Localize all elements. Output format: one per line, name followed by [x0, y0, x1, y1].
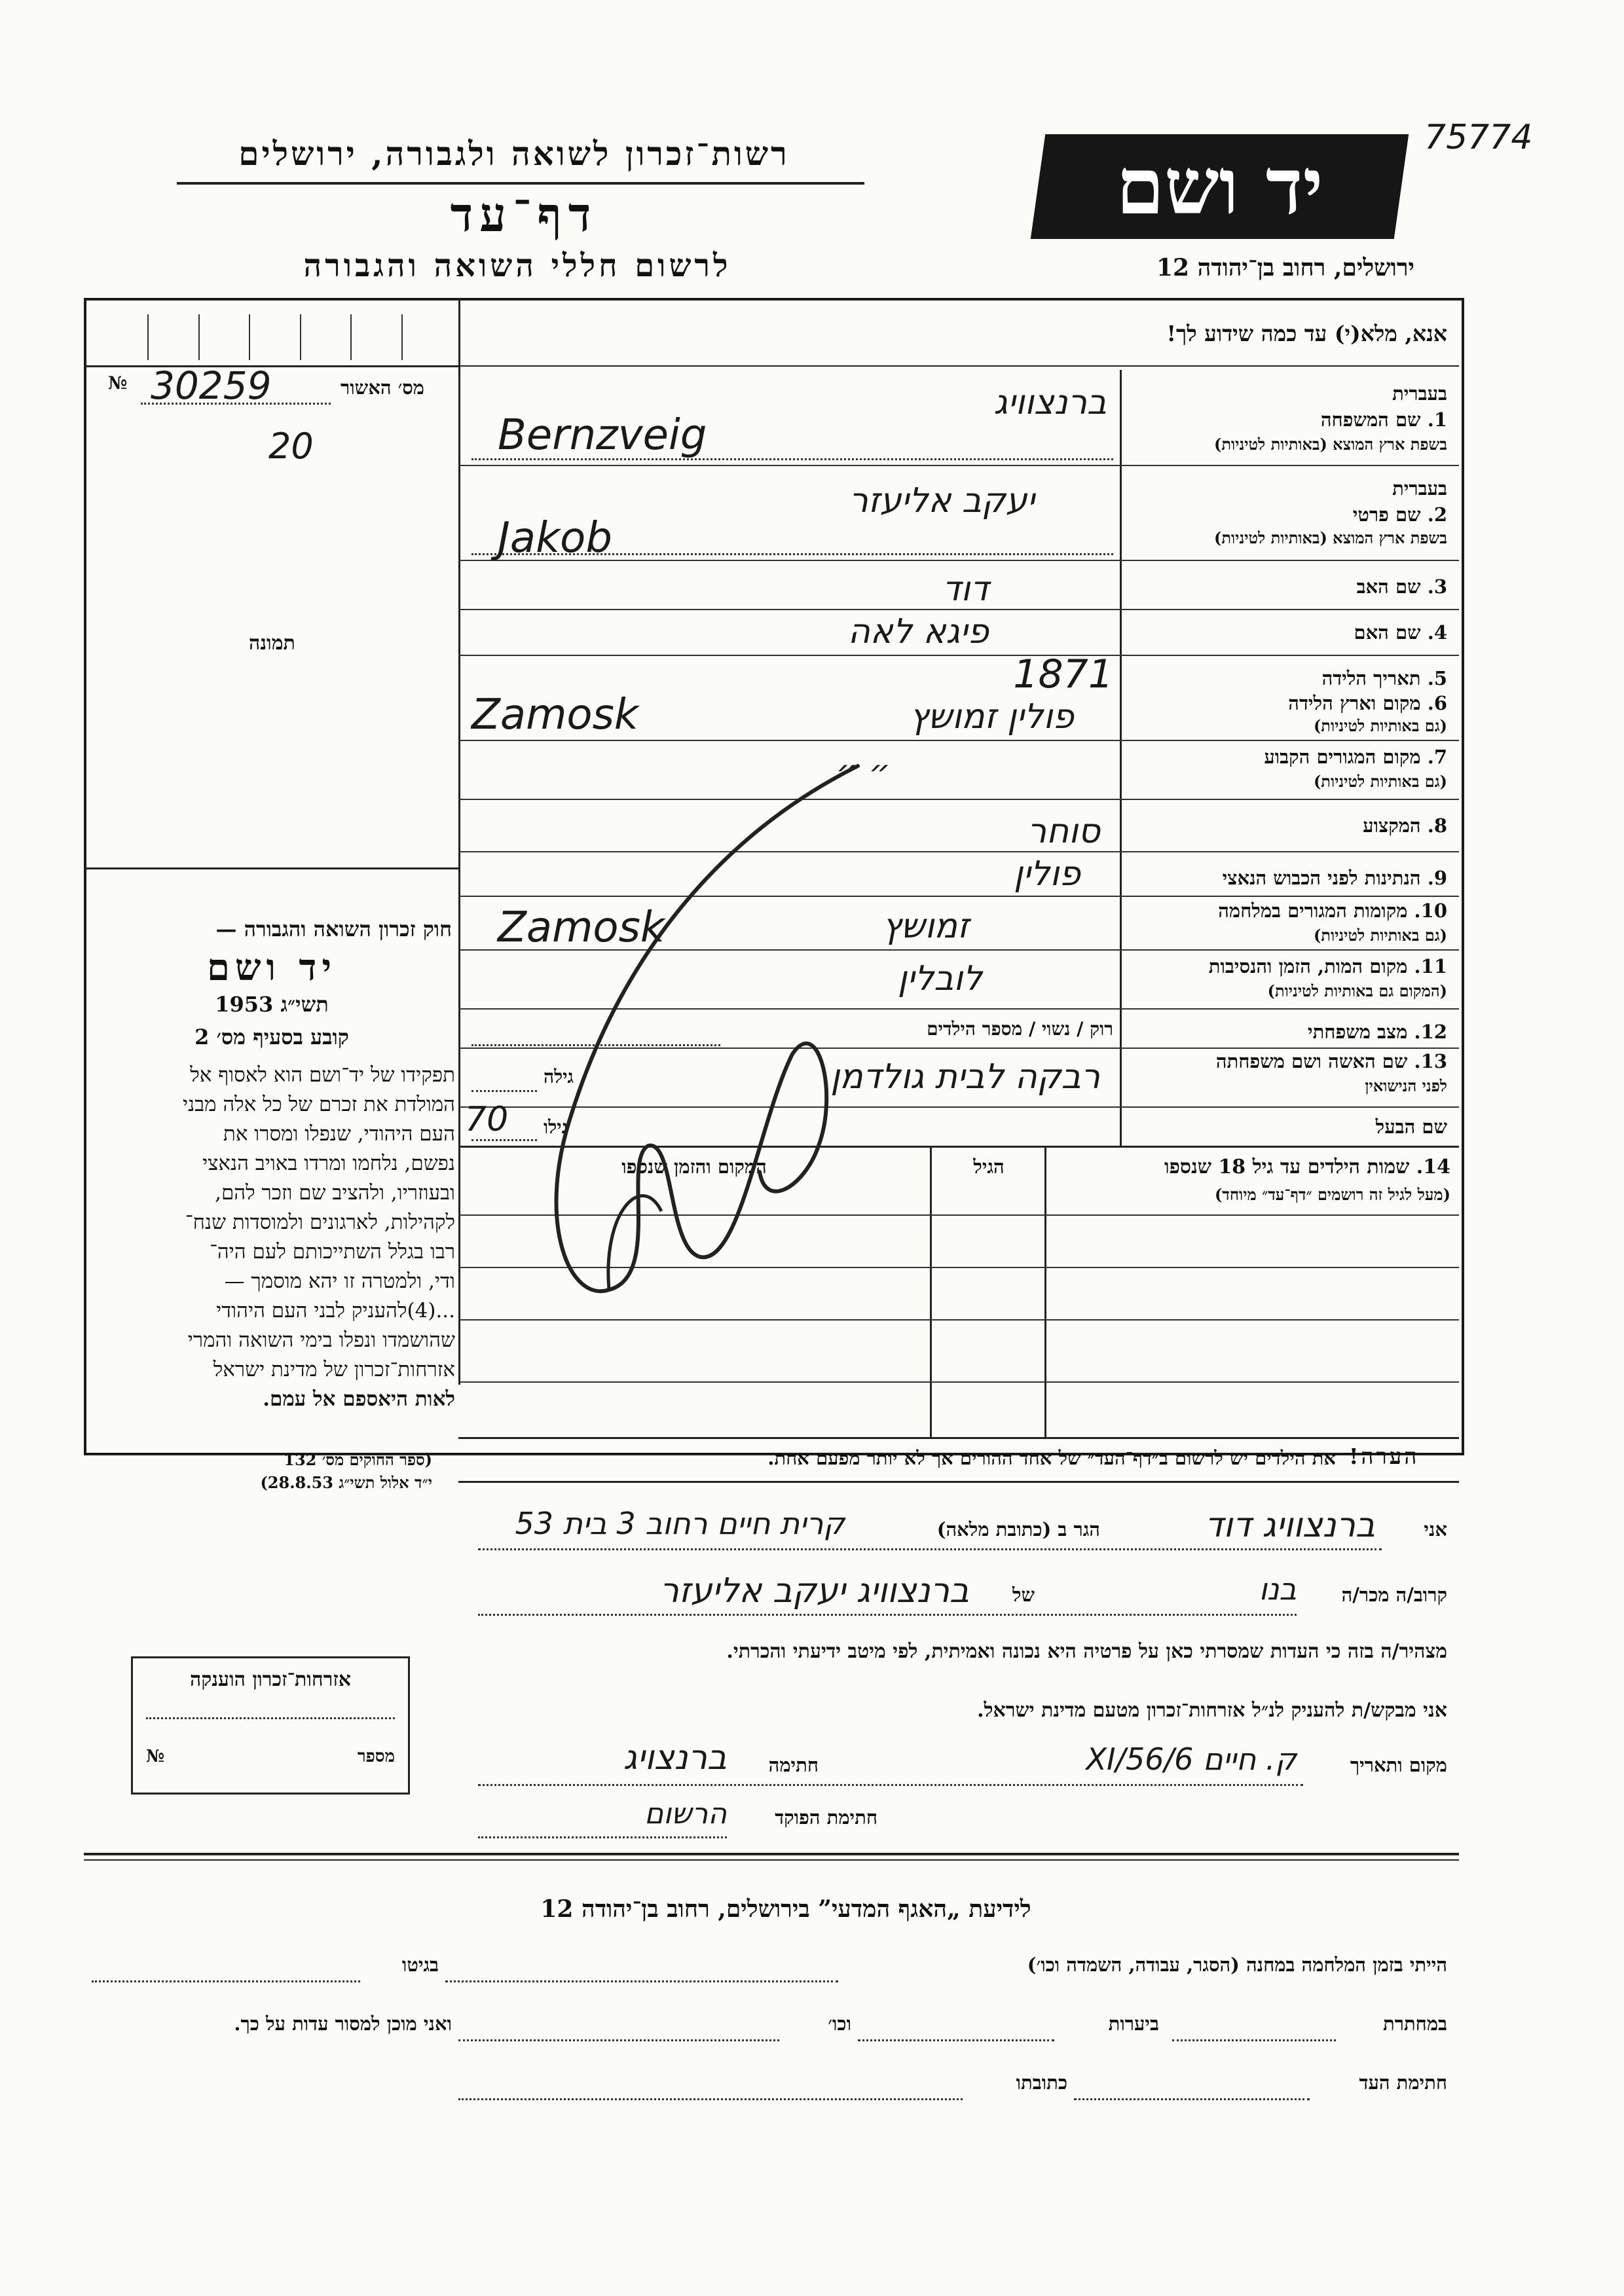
- field-12-label: 12. מצב משפחתי: [1308, 1021, 1447, 1043]
- law-line: שהושמדו ונפלו בימי השואה והמרי: [187, 1328, 455, 1352]
- children-col-divider: [1044, 1146, 1046, 1437]
- field-2-heb-tag: בעברית: [1392, 477, 1447, 500]
- marital-status: רוק / נשוי / מספר הילדים: [927, 1018, 1113, 1040]
- law-body: [92, 1061, 455, 1414]
- citizenship-number-label: מספר: [357, 1747, 395, 1766]
- law-footnote-2: י״ד אלול תשי״ג 28.8.53): [260, 1473, 432, 1492]
- field-6-label: 6. מקום וארץ הלידה: [1288, 692, 1447, 714]
- field-3-label: 3. שם האב: [1356, 575, 1447, 598]
- wife-age-label: גילה: [544, 1066, 574, 1087]
- field-5-label: 5. תאריך הלידה: [1321, 667, 1447, 689]
- yad-vashem-logo: [1031, 134, 1409, 239]
- remark-title: הערה!: [1349, 1444, 1420, 1469]
- address-label: הגר ב (כתובת מלאה): [936, 1518, 1100, 1540]
- wartime-residence-latin: Zamosk: [498, 903, 665, 952]
- wartime-residence-hebrew: זמושץ: [882, 907, 969, 946]
- law-year: תשי״ג 1953: [215, 992, 329, 1017]
- field-13-label: 13. שם האשה ושם משפחתה: [1215, 1050, 1447, 1072]
- info-camp-label: הייתי בזמן המלחמה במחנה (הסגר, עבודה, השמדה וכו׳): [1027, 1954, 1447, 1976]
- remark-top-rule: [458, 1437, 1459, 1439]
- header-rule: [177, 182, 864, 185]
- fill-line: [478, 1614, 1297, 1616]
- info-witness-signature-label: חתימת העד: [1359, 2071, 1447, 2094]
- approval-suffix: 20: [268, 426, 314, 467]
- law-line: לאות היאספם אל עמם.: [263, 1387, 455, 1411]
- birth-place-hebrew: פולין זמושץ: [910, 697, 1074, 737]
- field-11-label: 11. מקום המות, הזמן והנסיבות: [1208, 955, 1447, 977]
- field-7-note: (גם באותיות לטיניות): [1313, 772, 1447, 791]
- label-column-divider: [1120, 370, 1122, 1146]
- place-of-death: לובלין: [897, 959, 982, 998]
- row-rule: [458, 609, 1459, 610]
- of-label: של: [1012, 1584, 1035, 1606]
- children-age-col: הגיל: [973, 1156, 1005, 1178]
- children-label: 14. שמות הילדים עד גיל 18 שנספו: [1164, 1156, 1450, 1178]
- form-title: דף־עד: [450, 187, 598, 242]
- law-line: נפשם, נלחמו ומרדו באויב הנאצי: [202, 1152, 455, 1175]
- info-forests-label: ביערות: [1108, 2013, 1159, 2035]
- no-symbol: №: [108, 373, 128, 393]
- fill-line: [1172, 2039, 1336, 2041]
- profession: סוחר: [1027, 812, 1100, 851]
- husband-age-value: 70: [465, 1100, 509, 1139]
- birth-date: 1871: [1013, 651, 1113, 697]
- office-use-boxes: [98, 314, 452, 360]
- field-2-note: בשפת ארץ המוצא (באותיות לטיניות): [1214, 528, 1447, 547]
- field-10-label: 10. מקומות המגורים במלחמה: [1218, 900, 1447, 922]
- law-line: העם היהודי, שנפלו ומסרו את: [223, 1122, 455, 1146]
- fill-line: [478, 1836, 727, 1838]
- request: אני מבקש/ת להעניק לנ״ל אזרחות־זכרון מטעם מדינת ישראל.: [977, 1699, 1447, 1722]
- logo-text: יד ושם: [1116, 141, 1323, 232]
- husband-age-label: גילו: [544, 1116, 568, 1138]
- first-name-latin: Jakob: [498, 514, 612, 562]
- relation-value: בנו: [1259, 1571, 1297, 1607]
- field-1-heb-tag: בעברית: [1392, 382, 1447, 405]
- archive-number: 75774: [1424, 118, 1533, 157]
- remark-text: את הילדים יש לרשום ב״דף־העד״ של אחד ההורים אך לא יותר מפעם אחת.: [767, 1447, 1336, 1469]
- law-line: לקהילות, לארגונים ולמוסדות שנח־: [185, 1211, 455, 1234]
- law-line: אזרחות־זכרון של מדינת ישראל: [213, 1358, 455, 1381]
- header-address: ירושלים, רחוב בן־יהודה 12: [1156, 254, 1414, 282]
- field-9-label: 9. הנתינות לפני הכבוש הנאצי: [1222, 867, 1447, 889]
- law-line: ...(4)להעניק לבני העם היהודי: [216, 1299, 455, 1322]
- birth-place-latin: Zamosk: [471, 691, 638, 739]
- field-7-label: 7. מקום המגורים הקבוע: [1264, 746, 1447, 768]
- citizenship-title: אזרחות־זכרון הוענקה: [189, 1668, 352, 1691]
- field-6-note: (גם באותיות לטיניות): [1313, 716, 1447, 735]
- wife-maiden-name: רבקה לבית גולדמן: [830, 1057, 1100, 1097]
- info-etc-label: וכו׳: [828, 2013, 851, 2035]
- authority-name: רשות־זכרון לשואה ולגבורה, ירושלים: [238, 134, 790, 173]
- fill-line: [92, 1980, 360, 1982]
- info-underground-label: במחתרת: [1383, 2013, 1447, 2035]
- law-line: רבו בגלל השתייכותם לעם היה־: [209, 1240, 455, 1264]
- field-13-note: לפני הנישואין: [1365, 1076, 1447, 1095]
- permanent-residence: ״ ״: [836, 753, 891, 792]
- row-rule: [458, 740, 1459, 741]
- relation-label: קרוב/ה מכר/ה: [1341, 1584, 1447, 1606]
- fill-line: [445, 1980, 838, 1982]
- children-note: (מעל לגיל זה רושמים ״דף־עד״ מיוחד): [1214, 1185, 1450, 1204]
- photo-bottom-rule: [84, 867, 458, 869]
- husband-label: שם הבעל: [1375, 1116, 1447, 1138]
- info-ghetto-label: בגיטו: [401, 1954, 439, 1976]
- citizenship-box: [131, 1656, 410, 1795]
- nationality: פולין: [1014, 854, 1080, 894]
- law-line: ובעוזריו, ולהציב שם וזכר להם,: [215, 1181, 455, 1205]
- law-line: ודי, ולמטרה זו יהא מוסמך —: [224, 1269, 455, 1293]
- photo-label: תמונה: [249, 632, 295, 655]
- statement: מצהיר/ה בזה כי העדות שמסרתי כאן על פרטיה היא נכונה ואמיתית, לפי מיטב ידיעתי והכרתי.: [726, 1640, 1447, 1663]
- officer-signature: הרשום: [644, 1797, 727, 1831]
- pen-scribble: [452, 753, 1041, 1342]
- row-rule: [458, 1381, 1459, 1383]
- first-name-hebrew: יעקב אליעזר: [849, 481, 1035, 520]
- surname-latin: Bernzveig: [498, 411, 707, 460]
- field-11-note: (המקום גם באותיות לטיניות): [1267, 981, 1447, 1000]
- address-value: קרית חיים רחוב 3 בית 53: [515, 1506, 845, 1541]
- fill-line: [458, 2039, 779, 2041]
- field-10-note: (גם באותיות לטיניות): [1313, 926, 1447, 945]
- law-clause: קובע בסעיף מס׳ 2: [194, 1025, 349, 1049]
- row-rule-top: [458, 365, 1459, 367]
- place-date-value: ק. חיים 6/XI/56: [1086, 1741, 1297, 1777]
- info-testimony-label: ואני מוכן למסור עדות על כך.: [234, 2013, 452, 2035]
- law-line: תפקידו של יד־ושם הוא לאסוף אל: [190, 1063, 455, 1087]
- law-name: יד ושם: [206, 946, 337, 989]
- row-rule: [458, 465, 1459, 466]
- children-place-col: המקום והזמן שנספו: [621, 1156, 767, 1178]
- fill-line: [1074, 2098, 1310, 2100]
- field-1-note: בשפת ארץ המוצא (באותיות לטיניות): [1214, 435, 1447, 454]
- officer-label: חתימת הפוקד: [775, 1806, 877, 1829]
- citizenship-no-symbol: №: [146, 1747, 165, 1766]
- approval-number: 30259: [151, 363, 272, 408]
- place-date-label: מקום ותאריך: [1350, 1754, 1447, 1776]
- field-8-label: 8. המקצוע: [1363, 814, 1447, 837]
- fill-line: [478, 1784, 1303, 1786]
- info-top-rule-2: [84, 1859, 1459, 1861]
- info-heading: לידיעת „האגף המדעי” בירושלים, רחוב בן־יהודה 12: [540, 1895, 1031, 1923]
- signature-label: חתימה: [768, 1754, 819, 1776]
- remark-bottom-rule: [458, 1481, 1459, 1483]
- info-address-label: כתובתו: [1016, 2071, 1067, 2094]
- field-4-label: 4. שם האם: [1354, 621, 1447, 644]
- surname-hebrew: ברנצוויג: [993, 383, 1107, 422]
- mother-name: פיגא לאה: [847, 612, 989, 651]
- declarant-label: אני: [1424, 1518, 1447, 1540]
- field-2-label: 2. שם פרטי: [1352, 503, 1447, 526]
- declarant-name: ברנצוויג דוד: [1205, 1506, 1375, 1545]
- law-title: חוק זכרון השואה והגבורה —: [215, 917, 452, 941]
- field-1-label: 1. שם המשפחה: [1320, 409, 1447, 431]
- signature-value: ברנצויג: [623, 1738, 727, 1777]
- instruction: אנא, מלא(י) עד כמה שידוע לך!: [1166, 321, 1447, 346]
- of-value: ברנצוויג יעקב אליעזר: [659, 1571, 969, 1611]
- father-name: דוד: [942, 570, 989, 609]
- form-subtitle: לרשום חללי השואה והגבורה: [303, 247, 731, 284]
- law-line: המולדת את זכרם של כל אלה מבני: [182, 1093, 455, 1116]
- info-top-rule: [84, 1853, 1459, 1855]
- fill-line: [478, 1548, 1382, 1550]
- fill-line: [458, 2098, 963, 2100]
- law-footnote-1: (ספר החוקים מס׳ 132: [284, 1450, 432, 1469]
- fill-line: [858, 2039, 1054, 2041]
- approval-label: מס׳ האשור: [341, 376, 424, 399]
